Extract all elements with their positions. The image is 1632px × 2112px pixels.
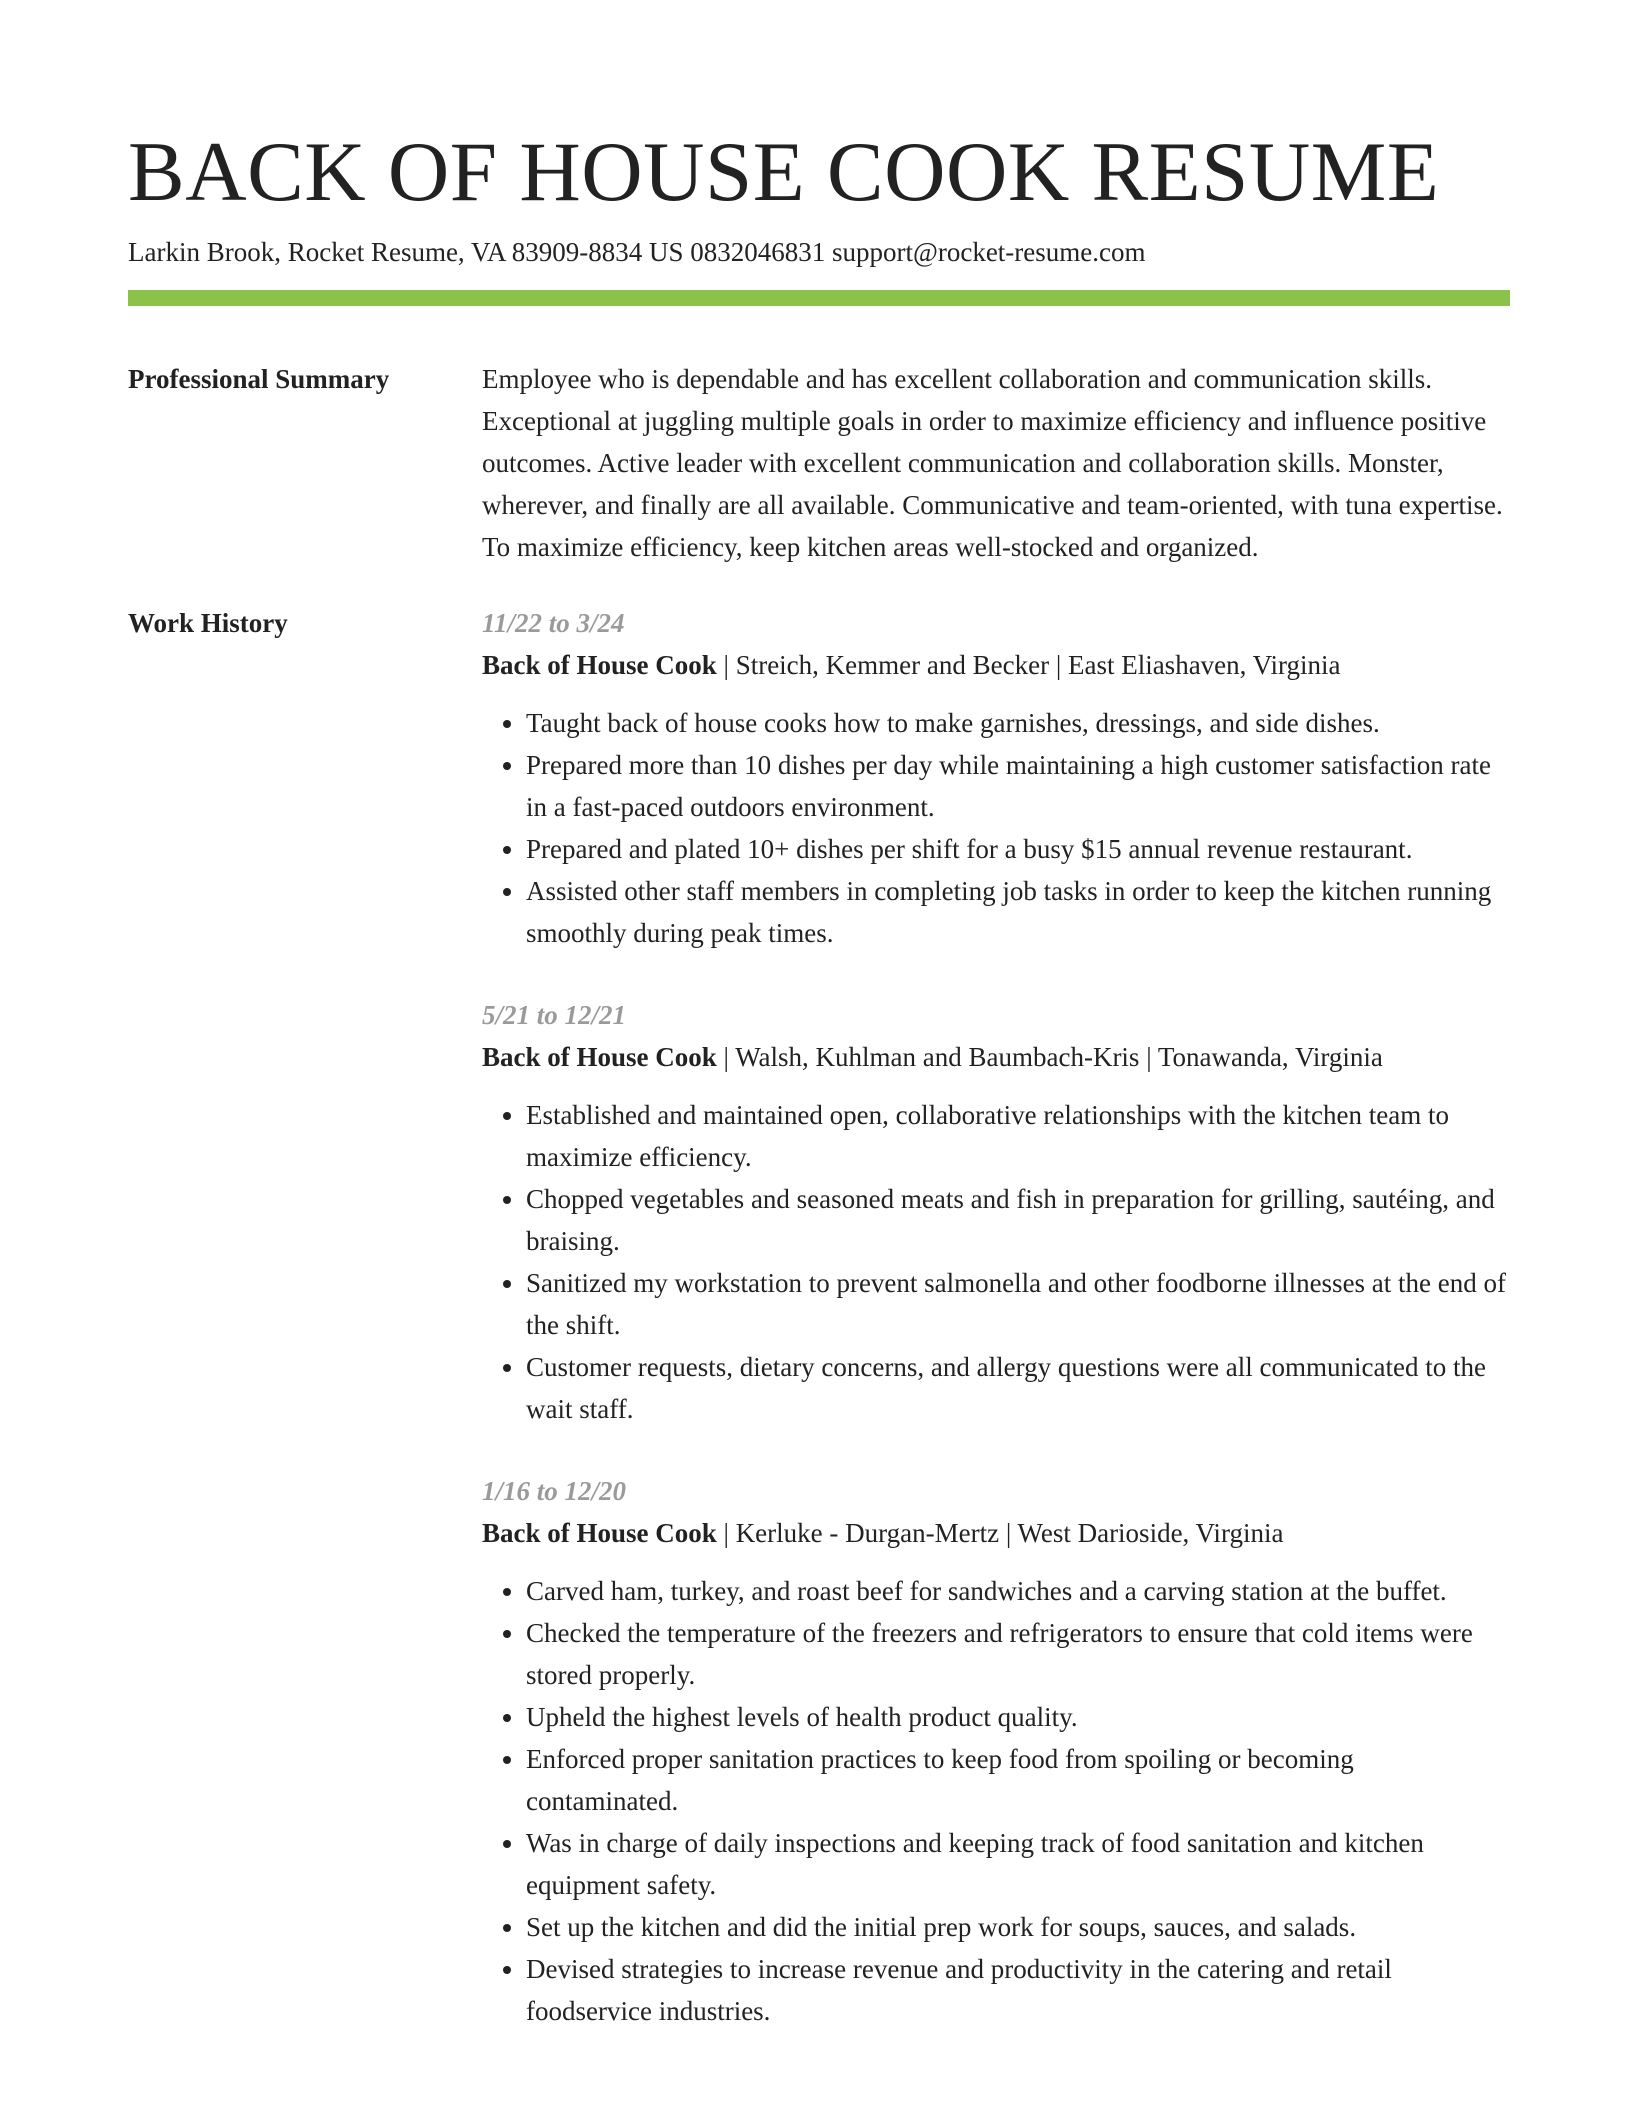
- accent-divider: [128, 290, 1510, 306]
- contact-line: [128, 234, 1510, 270]
- separator: |: [723, 650, 729, 680]
- list-item: • Assisted other staff members in completing job tasks in order to keep the kitchen running smoothly during peak times.: [526, 870, 1510, 954]
- job-heading: [482, 1036, 1510, 1078]
- job-title: Back of House Cook: [482, 1518, 717, 1548]
- list-item: • Established and maintained open, collaborative relationships with the kitchen team to maximize efficiency.: [526, 1094, 1510, 1178]
- job-location: Tonawanda, Virginia: [1157, 1042, 1383, 1072]
- job-bullets: [482, 702, 1510, 954]
- job-heading: [482, 1512, 1510, 1554]
- job-dates: 5/21 to 12/21: [482, 1000, 627, 1030]
- separator: |: [723, 1518, 729, 1548]
- job-dates: 11/22 to 3/24: [482, 608, 625, 638]
- summary-text: Employee who is dependable and has excellent collaboration and communication skills. Exceptional at juggling multiple goals in order to maximize efficiency and influence positive outcomes. Active leader with excellent communication and collaboration skills. Monster, wherever, and finally are all available. Communicative and team-oriented, with tuna expertise. To maximize efficiency, keep kitchen areas well-stocked and organized.: [482, 364, 1503, 562]
- contact-phone: 0832046831: [690, 237, 826, 267]
- list-item: • Checked the temperature of the freezers and refrigerators to ensure that cold items were stored properly.: [526, 1612, 1510, 1696]
- work-history-section: [128, 602, 1510, 2032]
- job-heading: [482, 644, 1510, 686]
- resume-title: BACK OF HOUSE COOK RESUME: [128, 125, 1440, 219]
- job-location: East Eliashaven, Virginia: [1067, 650, 1341, 680]
- section-label-work-history: Work History: [128, 608, 288, 638]
- contact-email: support@rocket-resume.com: [831, 237, 1146, 267]
- resume-page: [128, 116, 1510, 2032]
- summary-content: [482, 358, 1510, 568]
- job-company: Walsh, Kuhlman and Baumbach-Kris: [735, 1042, 1140, 1072]
- job-title: Back of House Cook: [482, 650, 717, 680]
- list-item: • Carved ham, turkey, and roast beef for sandwiches and a carving station at the buffet.: [526, 1570, 1510, 1612]
- list-item: • Was in charge of daily inspections and keeping track of food sanitation and kitchen equipment safety.: [526, 1822, 1510, 1906]
- list-item: • Set up the kitchen and did the initial prep work for soups, sauces, and salads.: [526, 1906, 1510, 1948]
- list-item: • Upheld the highest levels of health product quality.: [526, 1696, 1510, 1738]
- list-item: • Prepared and plated 10+ dishes per shift for a busy $15 annual revenue restaurant.: [526, 828, 1510, 870]
- contact-address: Larkin Brook, Rocket Resume, VA 83909-8834 US: [128, 237, 684, 267]
- job-company: Streich, Kemmer and Becker: [735, 650, 1050, 680]
- separator: |: [1005, 1518, 1012, 1548]
- job-bullets: [482, 1094, 1510, 1430]
- section-label-summary: Professional Summary: [128, 364, 390, 394]
- list-item: • Prepared more than 10 dishes per day while maintaining a high customer satisfaction rate in a fast-paced outdoors environment.: [526, 744, 1510, 828]
- job-title: Back of House Cook: [482, 1042, 717, 1072]
- professional-summary-section: [128, 358, 1510, 568]
- job-dates: 1/16 to 12/20: [482, 1476, 627, 1506]
- list-item: • Devised strategies to increase revenue and productivity in the catering and retail foodservice industries.: [526, 1948, 1510, 2032]
- list-item: • Customer requests, dietary concerns, and allergy questions were all communicated to the wait staff.: [526, 1346, 1510, 1430]
- separator: |: [1055, 650, 1062, 680]
- separator: |: [1146, 1042, 1152, 1072]
- list-item: • Sanitized my workstation to prevent salmonella and other foodborne illnesses at the end of the shift.: [526, 1262, 1510, 1346]
- job-bullets: [482, 1570, 1510, 2032]
- job-location: West Darioside, Virginia: [1017, 1518, 1284, 1548]
- list-item: • Enforced proper sanitation practices to keep food from spoiling or becoming contaminated.: [526, 1738, 1510, 1822]
- work-history-list: [482, 602, 1510, 2032]
- job-entry: [482, 1470, 1510, 2032]
- job-company: Kerluke - Durgan-Mertz: [735, 1518, 1000, 1548]
- job-entry: [482, 602, 1510, 954]
- job-entry: [482, 994, 1510, 1430]
- list-item: • Chopped vegetables and seasoned meats and fish in preparation for grilling, sautéing, and braising.: [526, 1178, 1510, 1262]
- separator: |: [723, 1042, 729, 1072]
- list-item: • Taught back of house cooks how to make garnishes, dressings, and side dishes.: [526, 702, 1510, 744]
